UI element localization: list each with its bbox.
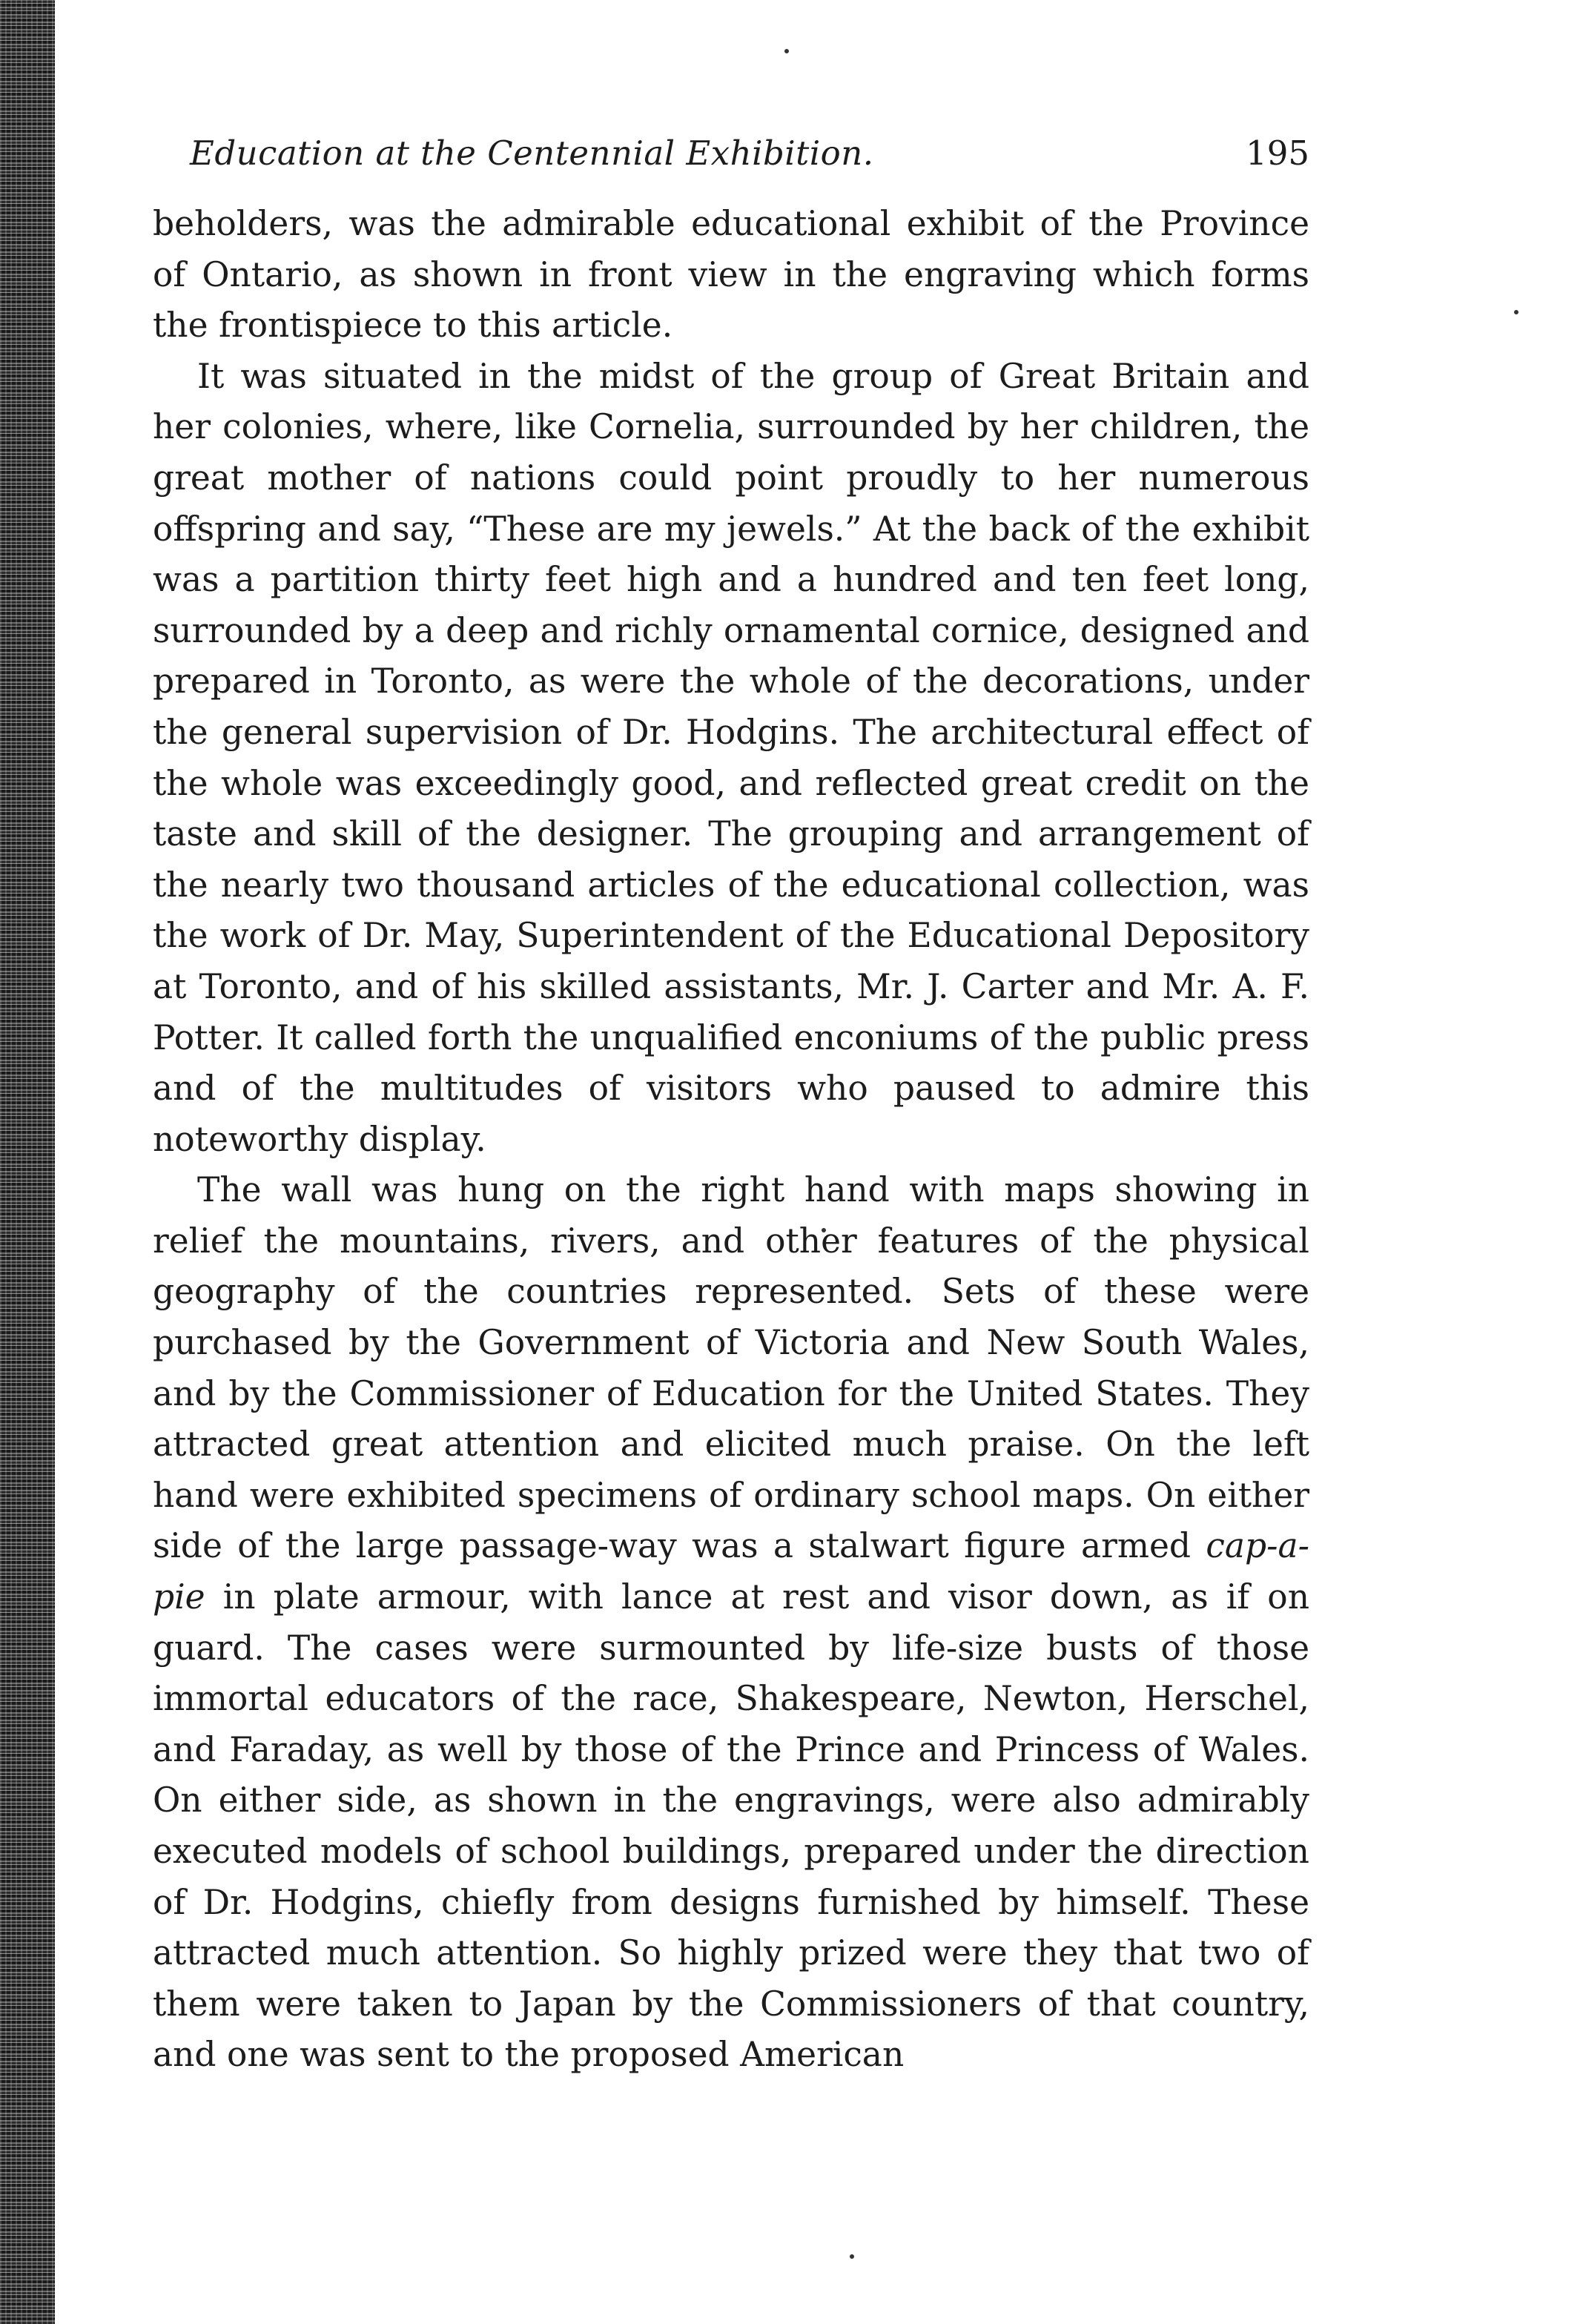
scan-speck	[850, 2254, 854, 2259]
running-title: Education at the Centennial Exhibition.	[190, 133, 874, 173]
running-header	[153, 133, 1309, 193]
paragraph-1: beholders, was the admirable educational exhibit of the Province of Ontario, as shown in front view in the engraving which forms the frontispiece to this article.	[153, 204, 1309, 346]
scanned-binding-edge	[0, 0, 55, 2324]
document-page	[153, 133, 1309, 2081]
paragraph-2: It was situated in the midst of the group of Great Britain and her colonies, where, like Cornelia, surrounded by her children, the great mother of nations could point proudly to her numerous offspring and say, “These are my jewels.” At the back of the exhibit was a partition thirty feet high and a hundred and ten feet long, surrounded by a deep and richly ornamental cornice, designed and prepared in Toronto, as were the whole of the decorations, under the general supervision of Dr. Hodgins. The architectural effect of the whole was exceedingly good, and reflected great credit on the taste and skill of the designer. The grouping and arrangement of the nearly two thousand articles of the educational collection, was the work of Dr. May, Superintendent of the Educational Depository at Toronto, and of his skilled assistants, Mr. J. Carter and Mr. A. F. Potter. It called forth the unqualified enconiums of the public press and of the multitudes of visitors who paused to admire this noteworthy display.	[153, 356, 1309, 1159]
body-text	[153, 199, 1309, 2081]
scan-speck	[1514, 310, 1518, 314]
paragraph-3	[153, 1165, 1309, 2081]
paragraph-3-text-before: The wall was hung on the right hand with maps showing in relief the mountains, rivers, and other features of the physical geography of the countries represented. Sets of these were purchased by the Government of Victoria and New South Wales, and by the Commissioner of Education for the United States. They attracted great attention and elicited much praise. On the left hand were exhibited specimens of ordinary school maps. On either side of the large passage-way was a stalwart figure armed	[153, 1170, 1309, 1566]
paragraph-3-text-after: in plate armour, with lance at rest and visor down, as if on guard. The cases were surmounted by life-size busts of those immortal educators of the race, Shakespeare, Newton, Herschel, and Faraday, as well by those of the Prince and Princess of Wales. On either side, as shown in the engravings, were also admirably executed models of school buildings, prepared under the direction of Dr. Hodgins, chiefly from designs furnished by himself. These attracted much attention. So highly prized were they that two of them were taken to Japan by the Commissioners of that country, and one was sent to the proposed American	[153, 1577, 1309, 2075]
scan-speck	[784, 49, 789, 53]
page-number: 195	[1246, 133, 1309, 173]
italic-phrase: cap-a-pie	[153, 1526, 1309, 1617]
